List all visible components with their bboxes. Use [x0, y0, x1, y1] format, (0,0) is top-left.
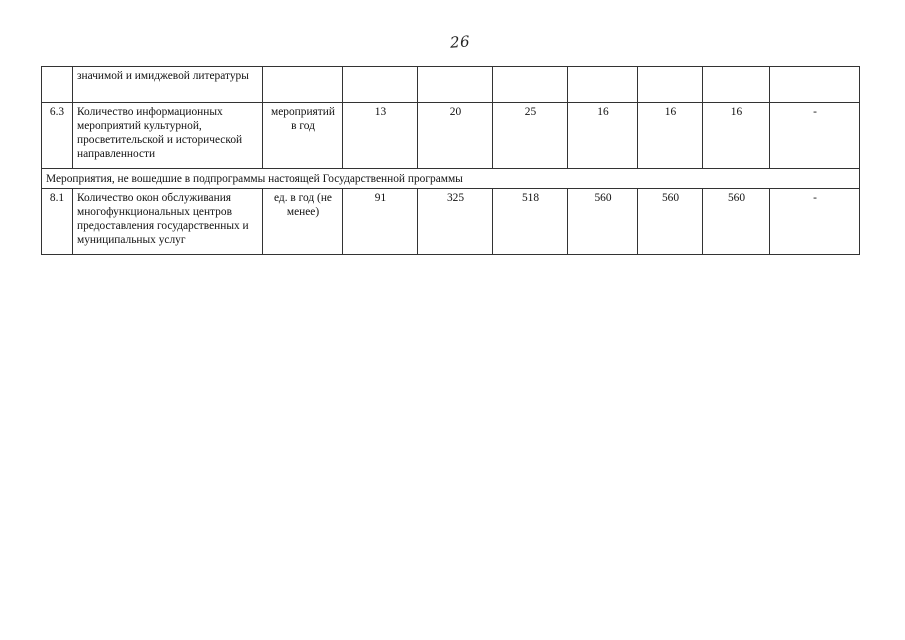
value-cell [770, 67, 860, 103]
unit-cell [263, 67, 343, 103]
value-cell [568, 67, 638, 103]
table-row [42, 103, 860, 169]
value-cell: 16 [638, 103, 703, 169]
value-cell [493, 67, 568, 103]
value-cell: 16 [703, 103, 770, 169]
indicator-name: Количество окон обслуживания многофункциональных центров предоставления государственных и муниципальных услуг [73, 189, 263, 255]
row-number: 6.3 [42, 103, 73, 169]
value-cell: 20 [418, 103, 493, 169]
value-cell: 325 [418, 189, 493, 255]
value-cell: 25 [493, 103, 568, 169]
indicator-name: Количество информационных мероприятий культурной, просветительской и исторической направленности [73, 103, 263, 169]
row-number: 8.1 [42, 189, 73, 255]
table-row [42, 67, 860, 103]
table-row [42, 169, 860, 189]
value-cell [703, 67, 770, 103]
table-row [42, 189, 860, 255]
value-cell: - [770, 103, 860, 169]
value-cell: 560 [703, 189, 770, 255]
page-number: 26 [449, 32, 471, 52]
indicator-name: значимой и имиджевой литературы [73, 67, 263, 103]
value-cell [638, 67, 703, 103]
unit-cell: мероприятий в год [263, 103, 343, 169]
indicators-table [41, 66, 860, 255]
value-cell: 16 [568, 103, 638, 169]
value-cell: 560 [568, 189, 638, 255]
value-cell: 518 [493, 189, 568, 255]
value-cell: 91 [343, 189, 418, 255]
value-cell: 560 [638, 189, 703, 255]
value-cell [343, 67, 418, 103]
value-cell: 13 [343, 103, 418, 169]
section-heading: Мероприятия, не вошедшие в подпрограммы настоящей Государственной программы [42, 169, 860, 189]
value-cell [418, 67, 493, 103]
unit-cell: ед. в год (не менее) [263, 189, 343, 255]
value-cell: - [770, 189, 860, 255]
row-number [42, 67, 73, 103]
